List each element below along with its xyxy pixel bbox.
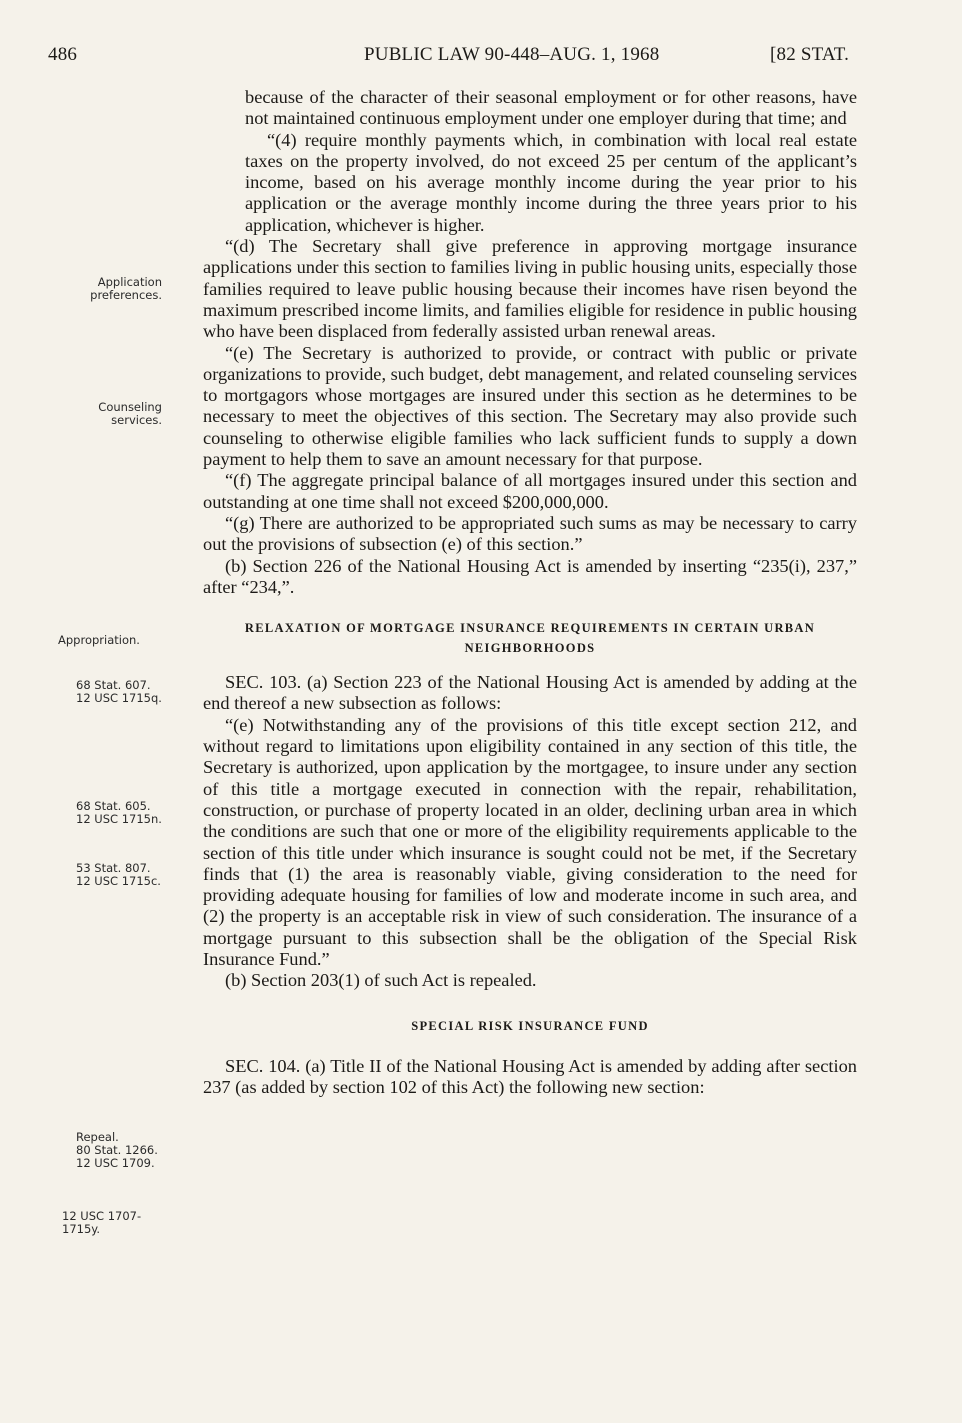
margin-note-application-preferences: Application preferences. xyxy=(90,275,162,302)
margin-note-counseling-services: Counseling services. xyxy=(98,400,162,427)
paragraph-sec-104-a: SEC. 104. (a) Title II of the National Housing Act is amended by adding after section 237 (as added by section 102 of this Act) the following new section: xyxy=(203,1055,857,1097)
volume-reference: [82 STAT. xyxy=(770,44,850,65)
paragraph-continuation: because of the character of their seasonal employment or for other reasons, have not maintained continuous employment under one employer during that time; and xyxy=(245,87,857,129)
margin-note-citation-1715n: 68 Stat. 605. 12 USC 1715n. xyxy=(76,799,162,826)
margin-note-citation-1715q: 68 Stat. 607. 12 USC 1715q. xyxy=(76,678,162,705)
page-number: 486 xyxy=(48,44,78,65)
margin-note-citation-1707: 12 USC 1707- 1715y. xyxy=(62,1209,142,1236)
paragraph-subsection-e: “(e) The Secretary is authorized to provide, or contract with public or private organizations to provide, such budget, debt management, and related counseling services to mortgagors whose mortgages are insured under this section as he determines to be necessary to meet the objectives of this section. The Secretary may also provide such counseling to otherwise eligible families who lack sufficient funds to supply a down payment to help them to save an amount necessary for that purpose. xyxy=(203,342,857,470)
margin-note-citation-1715c: 53 Stat. 807. 12 USC 1715c. xyxy=(76,861,161,888)
paragraph-subsection-g: “(g) There are authorized to be appropriated such sums as may be necessary to carry out the provisions of subsection (e) of this section.” xyxy=(203,512,857,555)
margin-note-repeal: Repeal. 80 Stat. 1266. 12 USC 1709. xyxy=(76,1130,158,1170)
paragraph-clause-4: “(4) require monthly payments which, in combination with local real estate taxes on the property involved, do not exceed 25 per centum of the applicant’s income, based on his average monthly income during the year prior to his application or the average monthly income during the three years prior to his application, whichever is higher. xyxy=(245,129,857,235)
section-heading-special-risk: SPECIAL RISK INSURANCE FUND xyxy=(411,1018,649,1033)
section-heading-relaxation: RELAXATION OF MORTGAGE INSURANCE REQUIREMENTS IN CERTAIN URBAN NEIGHBORHOODS xyxy=(244,621,816,656)
paragraph-sec-103-a: SEC. 103. (a) Section 223 of the National Housing Act is amended by adding at the end thereof a new subsection as follows: xyxy=(203,672,857,714)
running-title: PUBLIC LAW 90-448–AUG. 1, 1968 xyxy=(364,44,660,65)
paragraph-sec-223-e: “(e) Notwithstanding any of the provisions of this title except section 212, and without regard to limitations upon eligibility contained in any section of this title, the Secretary is authorized, upon application by the mortgagee, to insure under any section of this title a mortgage executed in connection with the repair, rehabilitation, construction, or purchase of property located in an older, declining urban area in which the conditions are such that one or more of the eligibility requirements applicable to the section of this title under which insurance is sought could not be met, if the Secretary finds that (1) the area is reasonably viable, giving consideration to the need for providing adequate housing for families of low and moderate income in such area, and (2) the property is an acceptable risk in view of such consideration. The insurance of a mortgage pursuant to this subsection shall be the obligation of the Special Risk Insurance Fund.” xyxy=(203,714,857,969)
margin-note-appropriation: Appropriation. xyxy=(58,633,140,647)
statute-body xyxy=(203,87,857,1098)
paragraph-sec-103-b: (b) Section 203(1) of such Act is repealed. xyxy=(225,970,537,991)
paragraph-section-226-amendment: (b) Section 226 of the National Housing Act is amended by inserting “235(i), 237,” after “234,”. xyxy=(203,555,857,597)
paragraph-subsection-d: “(d) The Secretary shall give preference in approving mortgage insurance applications under this section to families living in public housing units, especially those families required to leave public housing because their incomes have risen beyond the maximum prescribed income limits, and families eligible for residence in public housing who have been displaced from federally assisted urban renewal areas. xyxy=(203,236,857,342)
paragraph-subsection-f: “(f) The aggregate principal balance of all mortgages insured under this section and outstanding at one time shall not exceed $200,000,000. xyxy=(203,470,857,512)
